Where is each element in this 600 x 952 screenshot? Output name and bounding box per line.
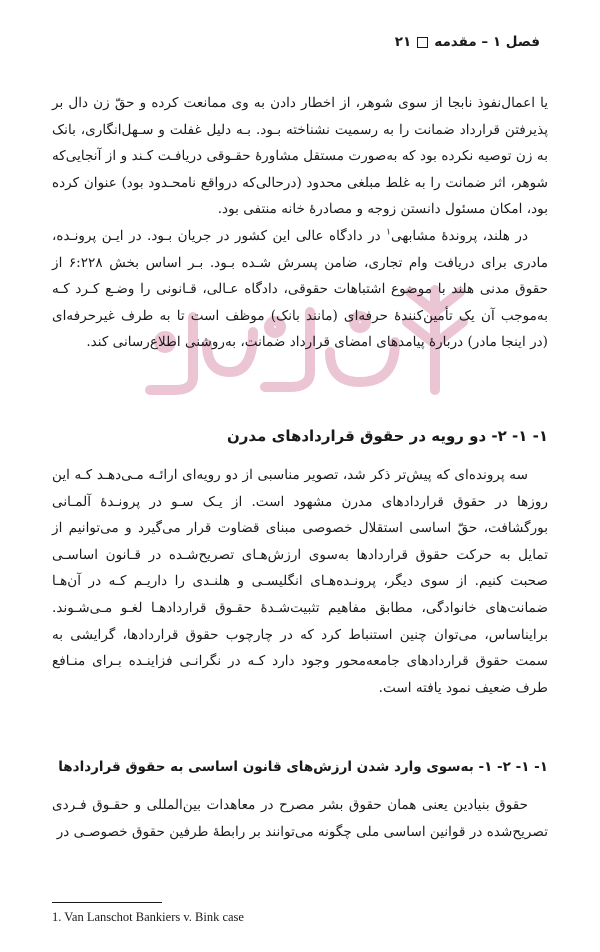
body-block-1: [52, 90, 548, 356]
footnote-divider: [52, 902, 162, 903]
square-separator-icon: [417, 37, 428, 48]
footnote: 1. Van Lanschot Bankiers v. Bink case: [52, 910, 244, 924]
paragraph-4: حقوق بنیادین یعنی همان حقوق بشر مصرح در معاهدات بین‌المللی و حقـوق فـردی تصریح‌شده در قوانین اساسی ملی چگونه می‌توانند بر رابطهٔ طرفین حقوق خصوصـی در: [52, 797, 548, 840]
paragraph-3: سه پرونده‌ای که پیش‌تر ذکر شد، تصویر مناسبی از دو رویه‌ای ارائـه مـی‌دهـد کـه این روزها در حقوق قراردادهای مدرن مشهود است. از یـک سـو در پرونـدهٔ آلمـانی بورگشافت، حقّ اساسی استقلال خصوصی مبنای قضاوت قرار می‌گیرد و می‌توانیم از تمایل به حرکت حقوق قراردادها به‌سوی ارزش‌هـای تصریح‌شـده در قـانون اساسـی صحبت کنیم. از سوی دیگر، پرونـده‌هـای انگلیسـی و هلنـدی را داریـم کـه در آن‌هـا ضمانت‌های خانوادگی، مطابق مفاهیم تثبیت‌شـدهٔ حقـوق قراردادهـا لغـو مـی‌شـوند. برایناساس، می‌توان چنین استنباط کرد که در چارچوب حقوق قراردادها، گرایشی به سمت حقوق قراردادهای جامعه‌محور وجود دارد کـه در نگرانـی فزاینـده بـرای منـافع طرف ضعیف نمود یافته است.: [52, 467, 548, 696]
paragraph-2-rest: در دادگاه عالی این کشور در جریان بـود. در ایـن پرونـده، مادری برای دریافت وام تجاری، ضامن پسرش شـده بـود. بـر اساس بخش ۶:۲۲۸ از حقوق مدنی هلند با موضوع اشتباهات حقوقی، دادگاه عـالی، قـانونی را وضـع کـرد کـه به‌موجب آن یک تأمین‌کنندهٔ حرفه‌ای (مانند بانک) موظف است تا به طرف غیرحرفه‌ای (در اینجا مادر) دربارهٔ پیامدهای امضای قرارداد ضمانت، به‌روشنی اطلاع‌رسانی کند.: [52, 227, 548, 351]
section-heading: ۱- ۱- ۲- دو رویه در حقوق قراردادهای مدرن: [226, 427, 548, 445]
page-number: ۲۱: [394, 34, 412, 50]
body-block-2: [52, 462, 548, 701]
running-header: [395, 34, 540, 50]
body-block-3: [52, 792, 548, 845]
paragraph-2-start: در هلند، پروندهٔ مشابهی: [390, 227, 528, 244]
footnote-marker: ۱: [386, 227, 391, 238]
paragraph-1: یا اعمال‌نفوذ نابجا از سوی شوهر، از اخطار دادن به وی ممانعت کرده و حقّ زن دال بر پذیرفتن قرارداد ضمانت را به رسمیت نشناخته بـود. بـه دلیل غفلت و سـهل‌انگاری، بانک به زن توصیه نکرده بود که به‌صورت مستقل مشاورهٔ حقـوقی دریافـت کـند و از آنجایی‌که شوهر، اثر ضمانت را به غلط مبلغی محدود (درحالی‌که درواقع نامحـدود بود) عنوان کرده بود، امکان مسئول دانستن زوجه و مصادرهٔ خانه منتفی بود.: [52, 95, 548, 218]
subsection-heading: ۱- ۱- ۲- ۱- به‌سوی وارد شدن ارزش‌های قانون اساسی به حقوق قراردادها: [58, 759, 548, 775]
chapter-title: فصل ۱ – مقدمه: [434, 34, 540, 50]
paragraph-2: [52, 223, 548, 356]
